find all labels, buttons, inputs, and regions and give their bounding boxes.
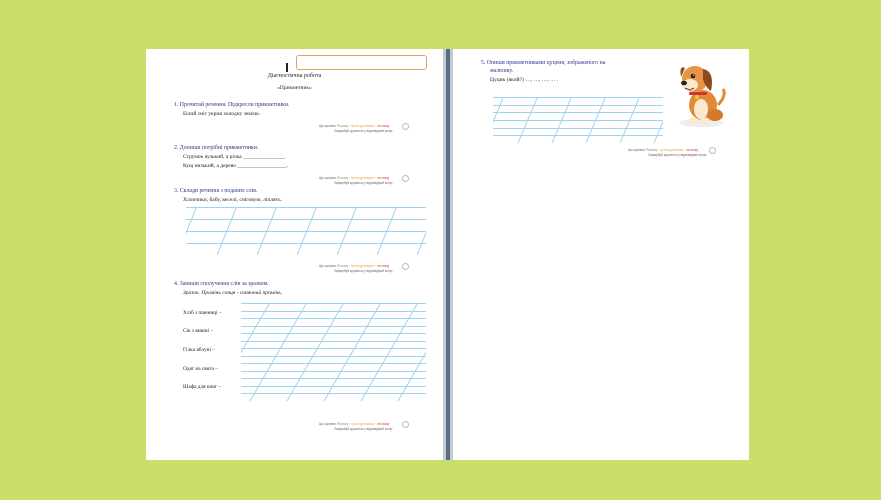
rating-circle-icon[interactable]	[402, 175, 409, 182]
task-3-text: Хлопчики, бабу, веселі, сніговую, ліплять.	[183, 197, 282, 203]
grid-line	[186, 207, 426, 208]
eval-line: Що оцінюю: Я можу · трохи допомоги · не можу	[628, 148, 699, 152]
task-3-heading: 3. Склади речення з поданих слів.	[174, 188, 258, 194]
grid-line	[241, 363, 426, 364]
rating-circle-icon[interactable]	[709, 147, 716, 154]
grid-line	[241, 386, 426, 387]
eval-note: Зафарбуй кружечок у відповідний колір	[334, 427, 393, 431]
eval-line: Що оцінюю: Я можу · трохи допомоги · не можу	[319, 264, 390, 268]
grid-line	[493, 105, 663, 106]
task-4-item-5: Шафа для книг –	[183, 384, 222, 390]
task-4-item-4: Одяг на свята –	[183, 366, 218, 372]
grid-line	[493, 120, 663, 121]
task-5-heading-line-2: малюнку.	[490, 68, 514, 74]
name-cursor-mark	[286, 63, 288, 72]
eval-line: Що оцінюю: Я можу · трохи допомоги · не можу	[319, 176, 390, 180]
task-2-line-2: Кущ низький, а дерево __________________.	[183, 163, 289, 169]
grid-line	[241, 311, 426, 312]
eval-line: Що оцінюю: Я можу · трохи допомоги · не можу	[319, 124, 390, 128]
writing-lines[interactable]	[241, 303, 426, 401]
writing-lines[interactable]	[493, 97, 663, 143]
task-4-item-3: Гілка яблуні –	[183, 347, 215, 353]
task-5-heading-line-1: 5. Опиши прикметниками цуценя, зображеного на	[481, 60, 606, 66]
eval-note: Зафарбуй кружечок у відповідний колір	[334, 129, 393, 133]
grid-line	[241, 393, 426, 394]
grid-line	[241, 348, 426, 349]
puppy-illustration	[673, 59, 729, 129]
task-4-item-1: Хліб з пшениці –	[183, 310, 222, 316]
eval-note: Зафарбуй кружечок у відповідний колір	[334, 181, 393, 185]
worksheet-page-right	[453, 49, 749, 460]
grid-line	[493, 128, 663, 129]
grid-line	[241, 378, 426, 379]
student-name-field[interactable]	[296, 55, 427, 70]
grid-line	[493, 112, 663, 113]
grid-line	[241, 371, 426, 372]
rating-circle-icon[interactable]	[402, 263, 409, 270]
task-4-item-2: Сік з вишні –	[183, 328, 214, 334]
rating-circle-icon[interactable]	[402, 123, 409, 130]
grid-line	[241, 341, 426, 342]
task-4-heading: 4. Запиши сполучення слів за зразком.	[174, 281, 269, 287]
page-divider	[443, 49, 453, 460]
writing-lines[interactable]	[186, 207, 426, 255]
eval-note: Зафарбуй кружечок у відповідний колір	[648, 153, 707, 157]
task-4-example: Зразок. Промінь сонця - сонячний промінь.	[183, 290, 283, 296]
task-2-heading: 2. Допиши потрібні прикметники.	[174, 145, 259, 151]
eval-note: Зафарбуй кружечок у відповідний колір	[334, 269, 393, 273]
grid-line	[241, 356, 426, 357]
grid-line	[241, 326, 426, 327]
task-5-prompt: Цуцик (який?) …, …, …, … .	[490, 77, 559, 83]
eval-line: Що оцінюю: Я можу · трохи допомоги · не можу	[319, 422, 390, 426]
grid-line	[493, 135, 663, 136]
task-1-heading: 1. Прочитай речення. Підкресли прикметники.	[174, 102, 290, 108]
task-1-text: Білий сніг укрив холодну землю.	[183, 111, 261, 117]
worksheet-title: Діагностична робота	[267, 73, 322, 79]
worksheet-page-left	[146, 49, 443, 460]
rating-circle-icon[interactable]	[402, 421, 409, 428]
worksheet-subtitle: «Прикметник»	[277, 85, 312, 91]
task-2-line-1: Струмок вузький, а річка _______________.	[183, 154, 286, 160]
